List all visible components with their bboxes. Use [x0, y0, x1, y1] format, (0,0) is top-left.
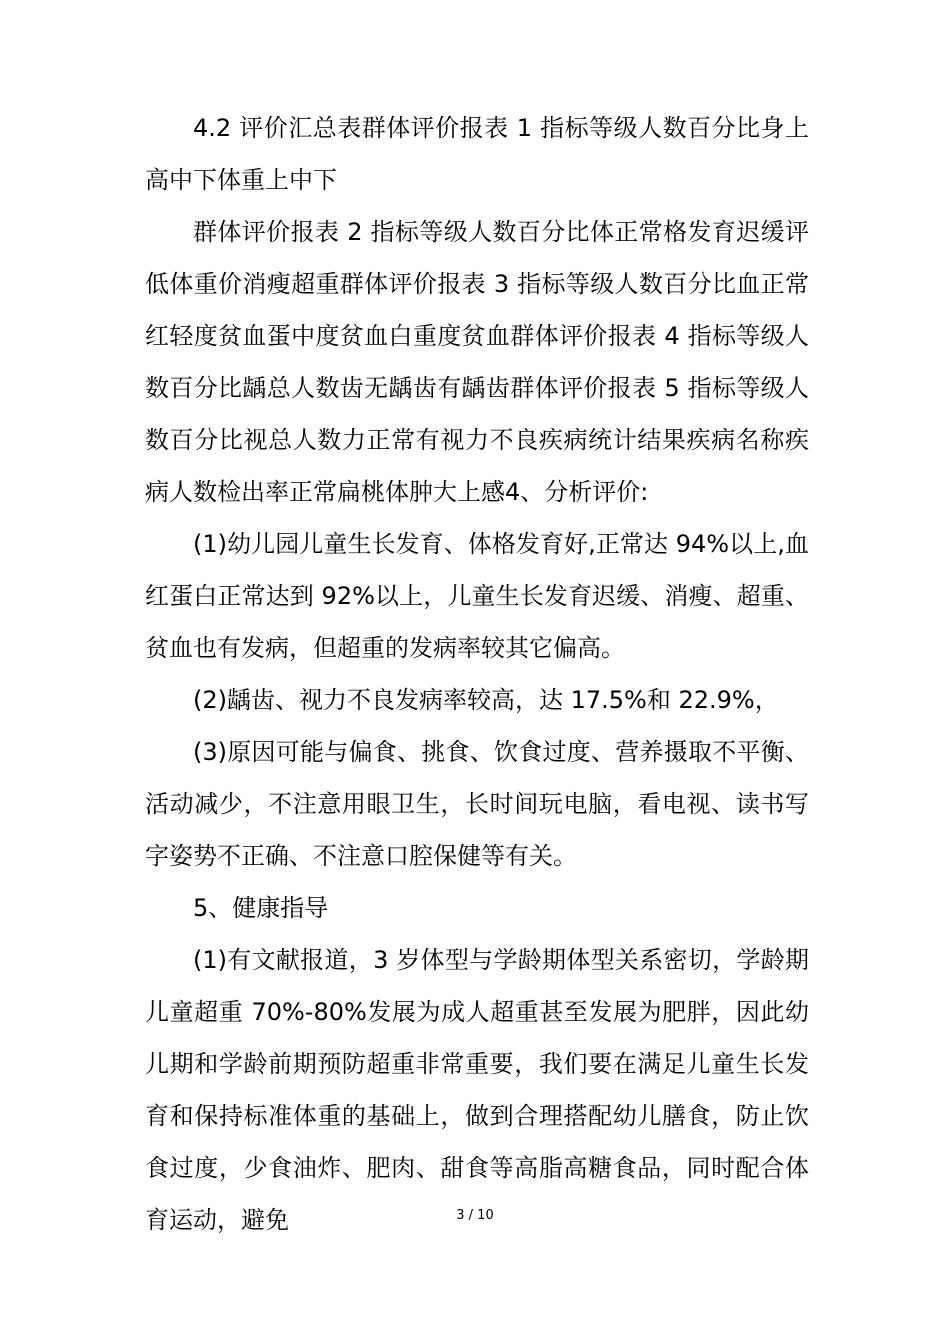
section-heading-health-guidance: 5、健康指导: [193, 894, 329, 922]
paragraph-analysis-2: (2)龋齿、视力不良发病率较高，达 17.5%和 22.9%，: [193, 686, 779, 714]
paragraph-guidance-1: (1)有文献报道，3 岁体型与学龄期体型关系密切，学龄期儿童超重 70%-80%发展为成人超重甚至发展为肥胖，因此幼儿期和学龄前期预防超重非常重要，我们要在满足儿童生长发育和保持标准体重的基础上，做到合理搭配幼儿膳食，防止饮食过度，少食油炸、肥肉、甜食等高脂高糖食品，同时配合体育运动，避免: [145, 946, 809, 1234]
paragraph-analysis-1: (1)幼儿园儿童生长发育、体格发育好,正常达 94%以上,血红蛋白正常达到 92%以上，儿童生长发育迟缓、消瘦、超重、贫血也有发病，但超重的发病率较其它偏高。: [145, 530, 809, 662]
paragraph-analysis-3: (3)原因可能与偏食、挑食、饮食过度、营养摄取不平衡、活动减少，不注意用眼卫生，长时间玩电脑，看电视、读书写字姿势不正确、不注意口腔保健等有关。: [145, 738, 809, 870]
paragraph-group-reports: 群体评价报表 2 指标等级人数百分比体正常格发育迟缓评低体重价消瘦超重群体评价报表 3 指标等级人数百分比血正常红轻度贫血蛋中度贫血白重度贫血群体评价报表 4 指标等级人数百分比龋总人数齿无龋齿有龋齿群体评价报表 5 指标等级人数百分比视总人数力正常有视力不良疾病统计结果疾病名称疾病人数检出率正常扁桃体肿大上感4、分析评价:: [145, 218, 809, 506]
paragraph-evaluation-summary: 4.2 评价汇总表群体评价报表 1 指标等级人数百分比身上高中下体重上中下: [145, 114, 809, 194]
page-number: 3 / 10: [456, 1208, 494, 1223]
document-body: [145, 102, 809, 1246]
